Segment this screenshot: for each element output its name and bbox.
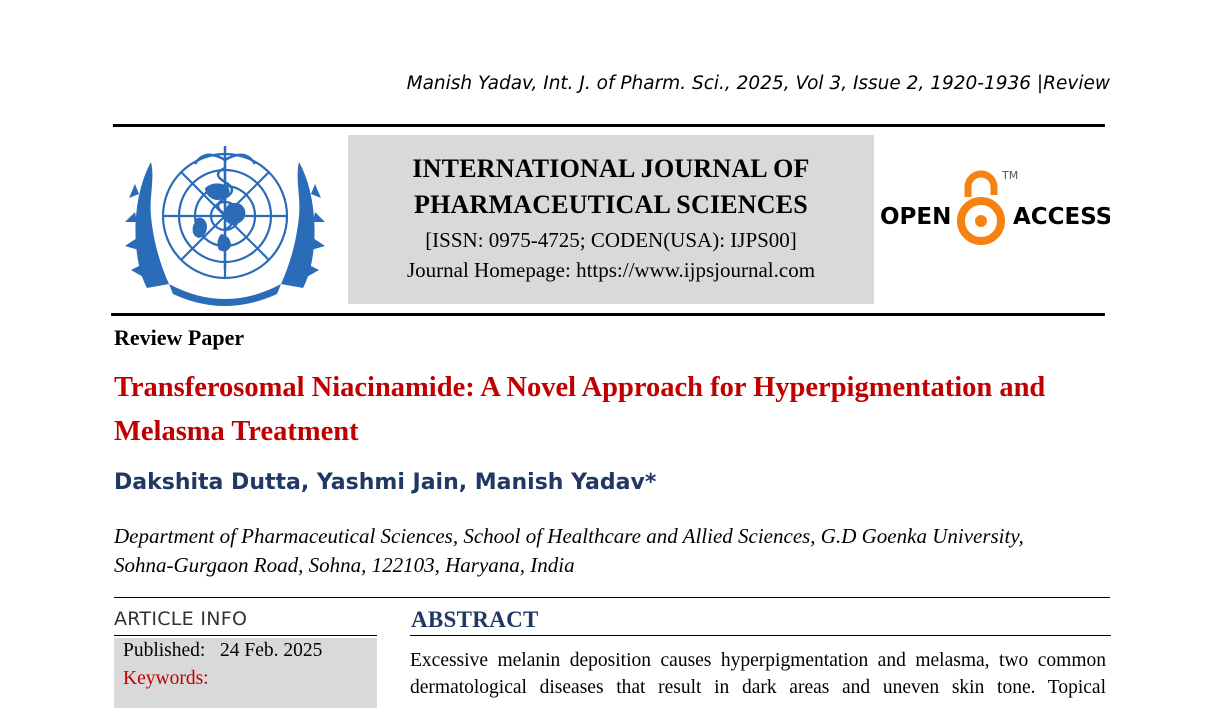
journal-homepage-link[interactable]: Journal Homepage: https://www.ijpsjournal.com <box>406 258 816 282</box>
abstract-line-2: dermatological diseases that result in dark areas and uneven skin tone. Topical <box>410 677 1106 698</box>
affiliation-line-2: Sohna-Gurgaon Road, Sohna, 122103, Haryana, India <box>114 553 575 577</box>
journal-name-line1: INTERNATIONAL JOURNAL OF <box>412 154 810 183</box>
journal-name-line2: PHARMACEUTICAL SCIENCES <box>414 190 808 219</box>
abstract-body <box>410 647 1106 701</box>
open-access-right-text: ACCESS <box>1013 204 1110 230</box>
published-label: Published: <box>123 640 206 661</box>
top-rule <box>113 124 1105 127</box>
abstract-line-1: Excessive melanin deposition causes hyperpigmentation and melasma, two common <box>410 650 1106 671</box>
running-header: Manish Yadav, Int. J. of Pharm. Sci., 2025, Vol 3, Issue 2, 1920-1936 |Review <box>406 73 1110 94</box>
published-row <box>123 640 322 662</box>
author-list: Dakshita Dutta, Yashmi Jain, Manish Yadav* <box>114 470 657 495</box>
un-emblem-logo <box>125 138 325 306</box>
open-access-logo <box>880 165 1110 255</box>
article-info-box <box>114 638 377 708</box>
affiliation-line-1: Department of Pharmaceutical Sciences, School of Healthcare and Allied Sciences, G.D Goenka University, <box>114 524 1024 548</box>
open-access-left-text: OPEN <box>880 204 952 230</box>
section-divider <box>114 597 1110 598</box>
open-lock-icon <box>961 174 1001 241</box>
article-info-heading: ARTICLE INFO <box>114 608 248 630</box>
affiliation <box>114 522 1114 580</box>
abstract-rule <box>410 635 1111 636</box>
published-date: 24 Feb. 2025 <box>219 640 323 661</box>
keywords-label: Keywords: <box>123 668 209 689</box>
abstract-heading: ABSTRACT <box>411 607 539 632</box>
article-type-label: Review Paper <box>114 325 245 350</box>
journal-masthead <box>348 135 874 304</box>
journal-issn: [ISSN: 0975-4725; CODEN(USA): IJPS00] <box>425 228 797 252</box>
masthead-bottom-rule <box>111 313 1105 316</box>
trademark-mark: TM <box>1002 169 1019 182</box>
article-title: Transferosomal Niacinamide: A Novel Approach for Hyperpigmentation and Melasma Treatment <box>114 372 1046 447</box>
article-info-rule <box>114 635 377 636</box>
un-emblem-icon <box>125 138 325 306</box>
